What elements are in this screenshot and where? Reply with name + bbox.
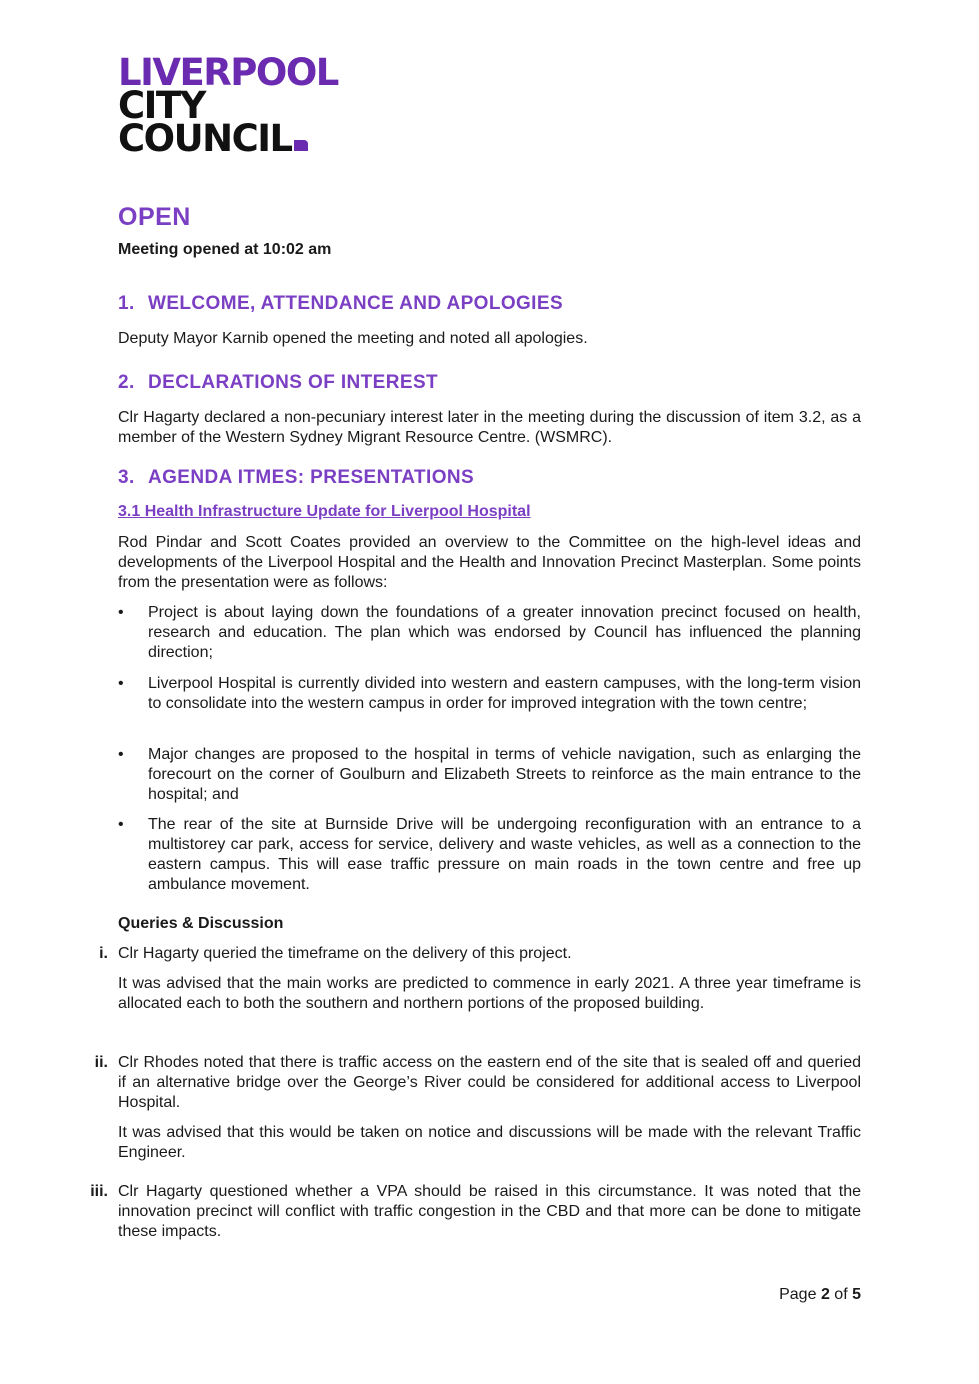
query-answer: It was advised that this would be taken on notice and discussions will be made with the relevant Traffic Engineer. <box>118 1124 861 1161</box>
open-heading: OPEN <box>118 203 191 231</box>
logo-line-3 <box>118 117 338 160</box>
logo-line-3-text: COUNCIL <box>118 117 292 160</box>
bullet-item <box>118 674 861 714</box>
section-1-heading <box>118 293 861 315</box>
meeting-opened-time: Meeting opened at 10:02 am <box>118 241 332 258</box>
council-logo <box>118 51 338 160</box>
queries-heading: Queries & Discussion <box>118 915 284 932</box>
bullet-dot-icon: • <box>118 816 124 833</box>
bullet-text: The rear of the site at Burnside Drive will be undergoing reconfiguration with an entrance to a multistorey car park, access for service, delivery and waste vehicles, as well as a connection to the eastern campus. This will ease traffic pressure on main roads in the town centre and free up ambulance movement. <box>148 816 861 893</box>
query-numeral: i. <box>99 945 108 962</box>
section-2-number: 2. <box>118 372 135 393</box>
bullet-dot-icon: • <box>118 746 124 763</box>
subsection-link-wrap <box>118 503 861 521</box>
section-3-heading <box>118 467 861 489</box>
query-item <box>88 1053 861 1163</box>
bullet-dot-icon: • <box>118 604 124 621</box>
query-item <box>88 944 861 1014</box>
bullet-text: Liverpool Hospital is currently divided into western and eastern campuses, with the long-term vision to consolidate into the western campus in order for improved integration with the town centre; <box>148 675 861 712</box>
bullet-text: Project is about laying down the foundations of a greater innovation precinct focused on health, research and education. The plan which was endorsed by Council has influenced the planning direction; <box>148 604 861 661</box>
page-prefix: Page <box>779 1286 817 1303</box>
section-3-title: AGENDA ITMES: PRESENTATIONS <box>148 467 475 488</box>
query-item <box>88 1182 861 1242</box>
section-2-title: DECLARATIONS OF INTEREST <box>148 372 439 393</box>
page-of: of <box>834 1286 848 1303</box>
section-3-number: 3. <box>118 467 135 488</box>
query-answer: It was advised that the main works are predicted to commence in early 2021. A three year timeframe is allocated each to both the southern and northern portions of the proposed building. <box>118 975 861 1012</box>
section-2-heading <box>118 372 861 394</box>
logo-line-1: LIVERPOOL <box>118 51 338 94</box>
total-pages: 5 <box>852 1286 861 1303</box>
section-1-title: WELCOME, ATTENDANCE AND APOLOGIES <box>148 293 564 314</box>
subsection-3-1-link[interactable]: 3.1 Health Infrastructure Update for Liverpool Hospital <box>118 503 531 520</box>
query-question: Clr Hagarty queried the timeframe on the delivery of this project. <box>118 945 572 962</box>
current-page: 2 <box>820 1286 830 1303</box>
section-2-text: Clr Hagarty declared a non-pecuniary interest later in the meeting during the discussion of item 3.2, as a member of the Western Sydney Migrant Resource Centre. (WSMRC). <box>118 409 861 446</box>
section-1-number: 1. <box>118 293 135 314</box>
query-numeral: iii. <box>90 1183 108 1200</box>
bullet-text: Major changes are proposed to the hospital in terms of vehicle navigation, such as enlarging the forecourt on the corner of Goulburn and Elizabeth Streets to reinforce as the main entrance to the hospital; and <box>148 746 861 803</box>
query-numeral: ii. <box>94 1054 108 1071</box>
query-question: Clr Rhodes noted that there is traffic access on the eastern end of the site that is sealed off and queried if an alternative bridge over the George’s River could be considered for additional access to Liverpool Hospital. <box>118 1054 861 1111</box>
bullet-item <box>118 815 861 895</box>
section-1-text: Deputy Mayor Karnib opened the meeting and noted all apologies. <box>118 330 588 347</box>
logo-mark-icon <box>294 140 308 151</box>
bullet-item <box>118 603 861 663</box>
logo-line-2: CITY <box>118 84 205 127</box>
subsection-intro: Rod Pindar and Scott Coates provided an overview to the Committee on the high-level ideas and developments of the Liverpool Hospital and the Health and Innovation Precinct Masterplan. Some points from the presentation were as follows: <box>118 534 861 591</box>
query-question: Clr Hagarty questioned whether a VPA should be raised in this circumstance. It was noted that the innovation precinct will conflict with traffic congestion in the CBD and that more can be done to mitigate these impacts. <box>118 1183 861 1240</box>
bullet-item <box>118 745 861 805</box>
bullet-dot-icon: • <box>118 675 124 692</box>
page-number <box>779 1286 861 1304</box>
